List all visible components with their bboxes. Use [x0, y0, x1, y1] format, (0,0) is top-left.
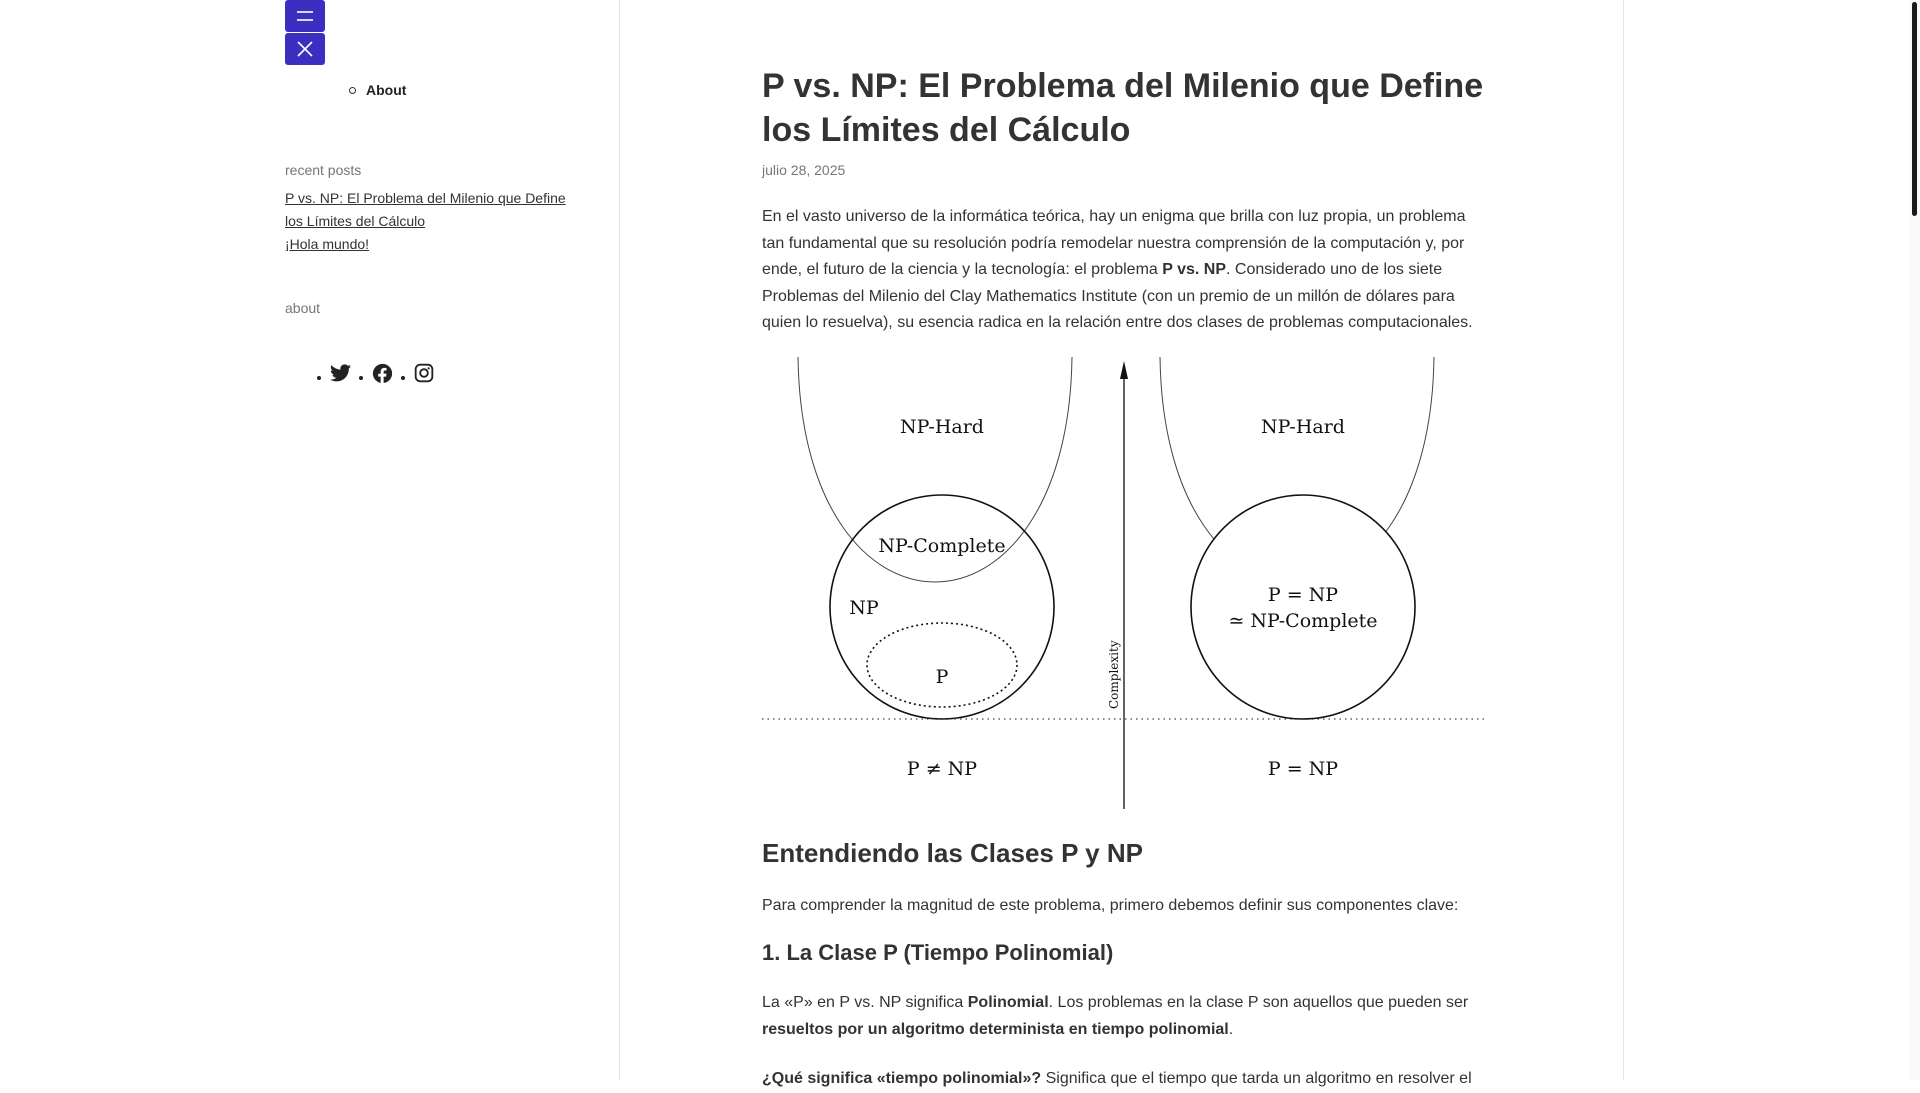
- paragraph-text: La «P» en P vs. NP significa: [762, 994, 968, 1011]
- facebook-icon[interactable]: [371, 362, 393, 384]
- recent-posts-list: [285, 187, 575, 256]
- bold-definition: resueltos por un algoritmo determinista en tiempo polinomial: [762, 1020, 1229, 1038]
- menu-item-label[interactable]: About: [366, 82, 407, 98]
- p-set-ellipse: [867, 623, 1017, 707]
- subsection-heading: 1. La Clase P (Tiempo Polinomial): [762, 940, 1114, 965]
- left-np-hard-label: NP-Hard: [900, 416, 984, 438]
- post-date[interactable]: julio 28, 2025: [762, 162, 846, 178]
- p-label: P: [935, 666, 949, 688]
- polynomial-time-paragraph: [762, 1066, 1484, 1093]
- paragraph-text: .: [1228, 1020, 1234, 1038]
- recent-posts-title: recent posts: [285, 162, 362, 178]
- open-menu-button[interactable]: [285, 0, 325, 32]
- axis-label: Complexity: [1107, 640, 1121, 709]
- social-links: [309, 362, 435, 384]
- class-p-paragraph: [762, 990, 1484, 1043]
- scrollbar-thumb[interactable]: [1912, 2, 1917, 216]
- close-icon: [296, 40, 314, 58]
- sidebar-divider: [619, 0, 620, 1080]
- intro-paragraph: [762, 204, 1484, 337]
- p-neq-np-caption: P ≠ NP: [906, 758, 978, 780]
- right-np-hard-label: NP-Hard: [1261, 416, 1345, 438]
- intro-text: En el vasto universo de la informática teórica, hay un enigma que brilla con luz propia, un problema tan fundamental que su resolución podría remodelar nuestra comprensión de la computación y, por ende, el futuro de la ciencia y la tecnología: el problema: [762, 208, 1466, 279]
- bullet-icon: [349, 87, 356, 94]
- menu-item-about[interactable]: [349, 82, 406, 98]
- axis-arrow-icon: [1120, 361, 1128, 379]
- paragraph-text: Significa que el tiempo que tarda un algoritmo en resolver el: [1041, 1070, 1472, 1087]
- post-title: P vs. NP: El Problema del Milenio que Define los Límites del Cálculo: [762, 67, 1484, 149]
- section-heading: Entendiendo las Clases P y NP: [762, 838, 1143, 868]
- page-scrollbar[interactable]: [1909, 0, 1920, 1080]
- recent-post-link[interactable]: P vs. NP: El Problema del Milenio que Define los Límites del Cálculo: [285, 190, 566, 229]
- np-label: NP: [849, 597, 879, 619]
- content-divider: [1623, 0, 1624, 1080]
- list-bullet: [401, 376, 405, 380]
- list-bullet: [359, 376, 363, 380]
- p-eq-np-caption: P = NP: [1267, 758, 1339, 780]
- approx-np-complete-label: ≃ NP-Complete: [1228, 610, 1378, 632]
- recent-post-link[interactable]: ¡Hola mundo!: [285, 236, 370, 252]
- instagram-icon[interactable]: [413, 362, 435, 384]
- bold-question: ¿Qué significa «tiempo polinomial»?: [762, 1070, 1042, 1087]
- p-vs-np-diagram: [762, 357, 1484, 809]
- right-np-circle: [1191, 495, 1415, 719]
- list-bullet: [317, 376, 321, 380]
- bold-term: Polinomial: [967, 994, 1049, 1011]
- about-widget-title: about: [285, 300, 321, 316]
- intro-bold-term: P vs. NP: [1162, 261, 1226, 279]
- p-equals-np-label: P = NP: [1267, 584, 1339, 606]
- section-paragraph: Para comprender la magnitud de este problema, primero debemos definir sus componentes clave:: [762, 897, 1459, 914]
- paragraph-text: . Los problemas en la clase P son aquellos que pueden ser: [1048, 994, 1469, 1011]
- close-menu-button[interactable]: [285, 33, 325, 65]
- twitter-icon[interactable]: [329, 362, 351, 384]
- intro-text-continued: . Considerado uno de los siete Problemas del Milenio del Clay Mathematics Institute (con un premio de un millón de dólares para quien lo resuelva), su esencia radica en la relación entre dos clases de problemas computacionales.: [762, 261, 1473, 332]
- np-complete-label: NP-Complete: [878, 535, 1006, 557]
- primary-menu: [349, 82, 406, 98]
- hamburger-menu-icon: [295, 9, 315, 23]
